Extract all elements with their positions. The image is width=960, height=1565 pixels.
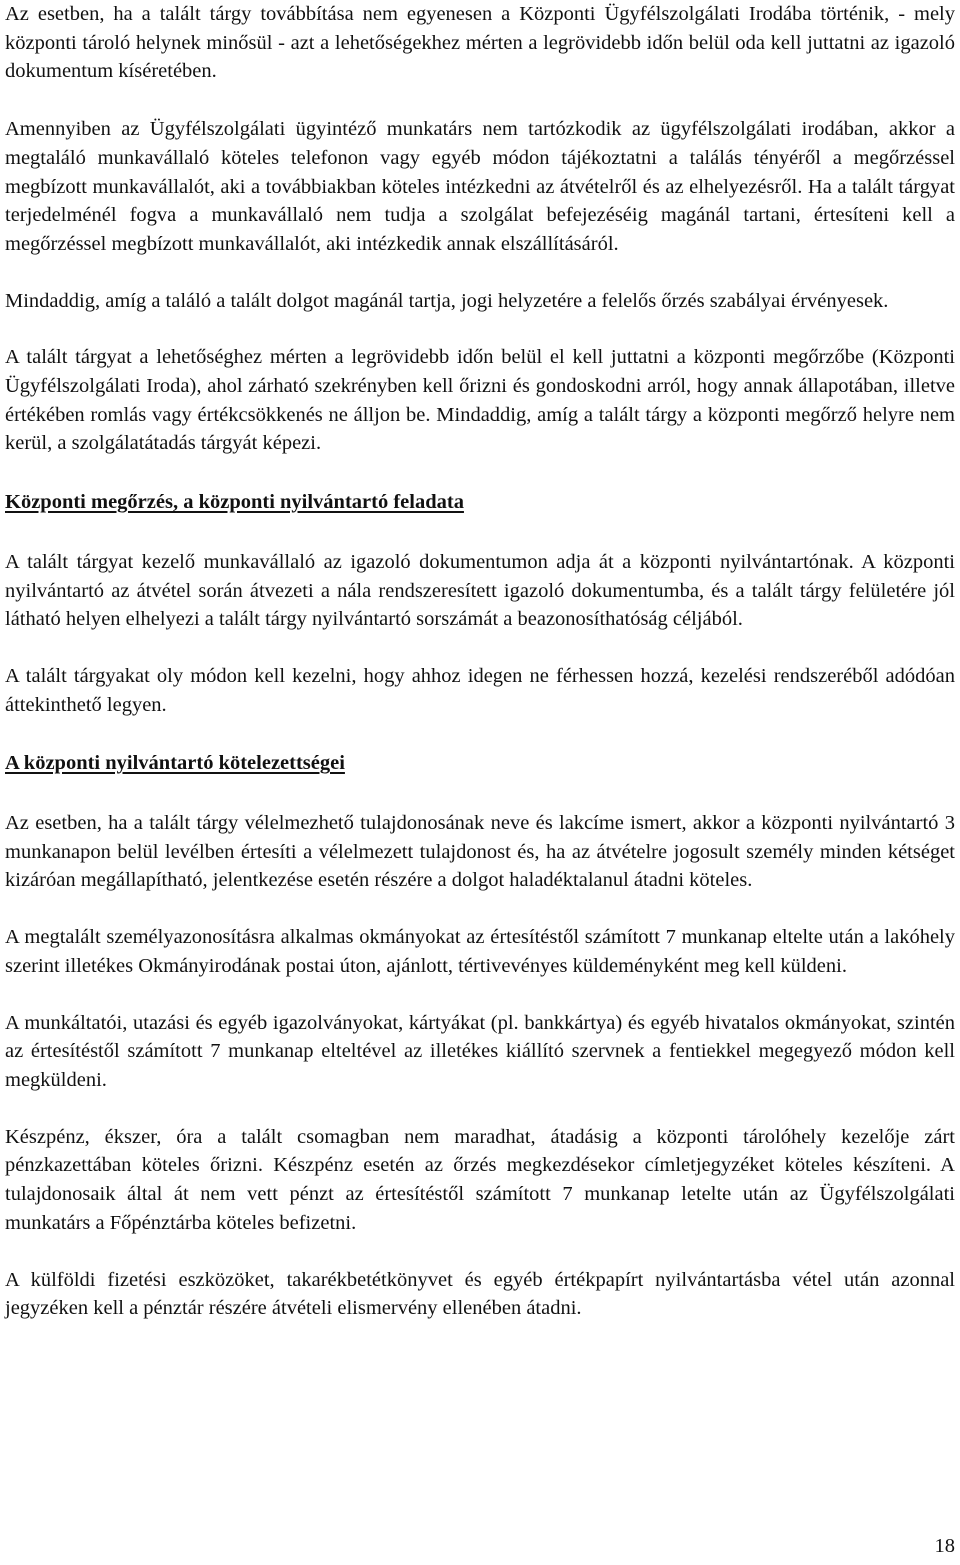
paragraph-id-documents: A megtalált személyazonosításra alkalmas okmányokat az értesítéstől számított 7 munkanap elteltе után a lakóhely szerint illetékes Okmányirodának postai úton, ajánlott, tértivevényes küldeményként meg kell küldeni. bbox=[5, 926, 955, 977]
paragraph-absent-clerk: Amennyiben az Ügyfélszolgálati ügyintéző munkatárs nem tartózkodik az ügyfélszolgálati irodában, akkor a megtaláló munkavállaló köteles telefonon vagy egyéb módon tájékoztatni a találás tényéről a megőrzéssel megbízott munkavállalót, aki a továbbiakban köteles intézkedni az átvételről és az elhelyezésről. Ha a talált tárgyat terjedelménél fogva a munkavállaló nem tudja a szolgálat befejezéséig magánál tartani, értesíteni kell a megőrzéssel megbízott munkavállalót, aki intézkedik annak elszállításáról. bbox=[5, 118, 955, 255]
document-page bbox=[5, 0, 955, 1323]
paragraph-handling: A talált tárgyakat oly módon kell kezelni, hogy ahhoz idegen ne férhessen hozzá, kezelési rendszeréből adódóan áttekinthető legyen. bbox=[5, 664, 955, 716]
section-heading-registrar-duties: A központi nyilvántartó kötelezettségei bbox=[5, 752, 345, 775]
page-number: 18 bbox=[934, 1535, 955, 1557]
paragraph-forwarding: Az esetben, ha a talált tárgy továbbítása nem egyenesen a Központi Ügyfélszolgálati Irodába történik, - mely központi tároló helynek minősül - azt a lehetőségekhez mérten a legrövidebb időn belül oda kell juttatni az igazoló dokumentum kíséretében. bbox=[5, 3, 955, 83]
paragraph-finder-custody: Mindaddig, amíg a találó a talált dolgot magánál tartja, jogi helyzetére a felelős őrzés szabályai érvényesek. bbox=[5, 289, 889, 312]
paragraph-central-storage: A talált tárgyat a lehetőséghez mérten a legrövidebb időn belül el kell juttatni a központi megőrzőbe (Központi Ügyfélszolgálati Iroda), ahol zárható szekrényben kell őrizni és gondoskodni arról, hogy annak állapotában, illetve értékében romlás vagy értékcsökkenés ne álljon be. Mindaddig, amíg a talált tárgy a központi megőrző helyre nem kerül, a szolgálatátadás tárgyát képezi. bbox=[5, 346, 955, 455]
paragraph-registrar-handover: A talált tárgyat kezelő munkavállaló az igazoló dokumentumon adja át a központi nyilvántartónak. A központi nyilvántartó az átvétel során átvezeti a nála rendszeresített igazoló dokumentumba, és a talált tárgy felületére jól látható helyen elhelyezi a talált tárgy nyilvántartó sorszámát a beazonosíthatóság céljából. bbox=[5, 550, 955, 631]
paragraph-other-cards: A munkáltatói, utazási és egyéb igazolványokat, kártyákat (pl. bankkártya) és egyéb hivatalos okmányokat, szintén az értesítéstől számított 7 munkanap elteltével az illetékes kiállító szervnek a fentiekkel megegyező módon kell megküldeni. bbox=[5, 1011, 955, 1091]
paragraph-cash-valuables: Készpénz, ékszer, óra a talált csomagban nem maradhat, átadásig a központi tárolóhely kezelője zárt pénzkazettában köteles őrizni. Készpénz esetén az őrzés megkezdésekor címletjegyzéket köteles készíteni. A tulajdonosaik által át nem vett pénzt az értesítéstől számított 7 munkanap letelte után az Ügyfélszolgálati munkatárs a Főpénztárba köteles befizetni. bbox=[5, 1125, 955, 1234]
paragraph-owner-notification: Az esetben, ha a talált tárgy vélelmezhető tulajdonosának neve és lakcíme ismert, akkor a központi nyilvántartó 3 munkanapon belül levélben értesíti a vélelmezett tulajdonost és, ha az átvételre jogosult személy minden kétséget kizáróan megállapítható, jelentkezése esetén részére a dolgot haladéktalanul átadni köteles. bbox=[5, 812, 955, 892]
section-heading-central-storage: Központi megőrzés, a központi nyilvántartó feladata bbox=[5, 491, 464, 514]
paragraph-foreign-currency: A külföldi fizetési eszközöket, takarékbetétkönyvet és egyéb értékpapírt nyilvántartásba vétel után azonnal jegyzéken kell a pénztár részére átvételi elismervény ellenében átadni. bbox=[5, 1268, 955, 1320]
